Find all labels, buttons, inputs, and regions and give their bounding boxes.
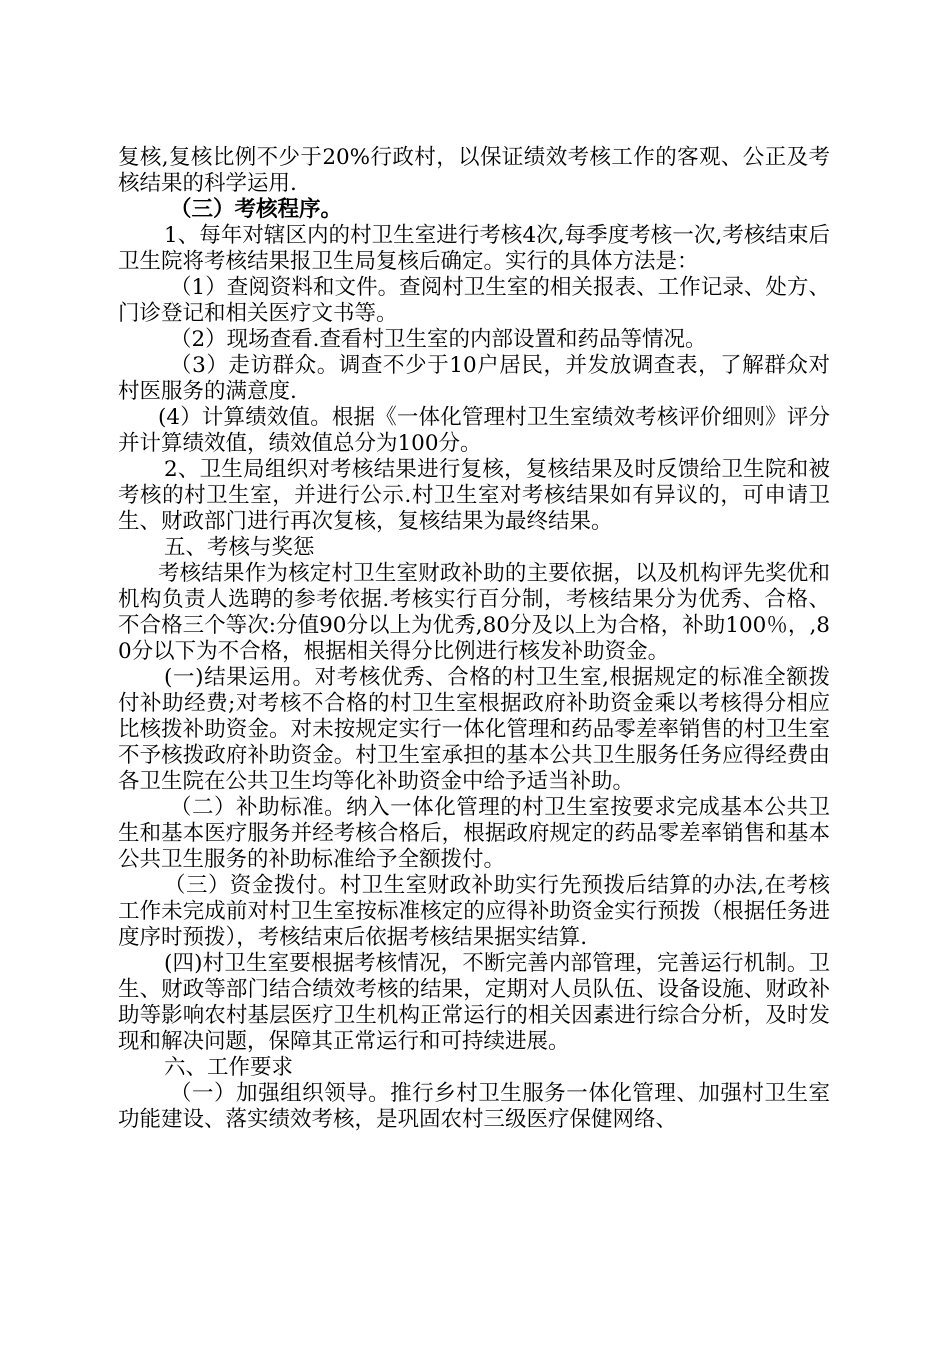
paragraph-procedure-1-3: （3）走访群众。调查不少于10户居民，并发放调查表，了解群众对村医服务的满意度. [118, 353, 830, 404]
paragraph-management-improvement: (四)村卫生室要根据考核情况，不断完善内部管理，完善运行机制。卫生、财政等部门结合绩效考核的结果，定期对人员队伍、设备设施、财政补助等影响农村基层医疗卫生机构正常运行的相关因素进行综合分析，及时发现和解决问题，保障其正常运行和可持续进展。 [118, 951, 830, 1054]
paragraph-procedure-1-2: （2）现场查看.查看村卫生室的内部设置和药品等情况。 [170, 327, 707, 352]
document-page [118, 145, 830, 1133]
paragraph-organization-leadership: （一）加强组织领导。推行乡村卫生服务一体化管理、加强村卫生室功能建设、落实绩效考核，是巩固农村三级医疗保健网络、 [118, 1081, 830, 1132]
paragraph-result-application: (一)结果运用。对考核优秀、合格的村卫生室,根据规定的标准全额拨付补助经费;对考核不合格的村卫生室根据政府补助资金乘以考核得分相应比核拨补助资金。对未按规定实行一体化管理和药品零差率销售的村卫生室不予核拨政府补助资金。村卫生室承担的基本公共卫生服务任务应得经费由各卫生院在公共卫生均等化补助资金中给予适当补助。 [118, 665, 830, 794]
section-heading-assessment-rewards: 五、考核与奖惩 [164, 535, 315, 560]
paragraph-procedure-2: 2、卫生局组织对考核结果进行复核，复核结果及时反馈给卫生院和被考核的村卫生室，并进行公示.村卫生室对考核结果如有异议的，可申请卫生、财政部门进行再次复核，复核结果为最终结果。 [118, 457, 830, 534]
paragraph-procedure-1-1: （1）查阅资料和文件。查阅村卫生室的相关报表、工作记录、处方、门诊登记和相关医疗文书等。 [118, 275, 830, 326]
paragraph-procedure-1-4: (4）计算绩效值。根据《一体化管理村卫生室绩效考核评价细则》评分并计算绩效值，绩效值总分为100分。 [118, 405, 830, 456]
paragraph-subsidy-standard: （二）补助标准。纳入一体化管理的村卫生室按要求完成基本公共卫生和基本医疗服务并经考核合格后，根据政府规定的药品零差率销售和基本公共卫生服务的补助标准给予全额拨付。 [118, 795, 830, 872]
paragraph-procedure-1: 1、每年对辖区内的村卫生室进行考核4次,每季度考核一次,考核结束后卫生院将考核结果报卫生局复核后确定。实行的具体方法是： [118, 223, 830, 274]
section-heading-work-requirements: 六、工作要求 [164, 1055, 294, 1080]
section-heading-assessment-procedure: （三）考核程序。 [170, 197, 343, 222]
paragraph-assessment-basis: 考核结果作为核定村卫生室财政补助的主要依据，以及机构评先奖优和机构负责人选聘的参考依据.考核实行百分制，考核结果分为优秀、合格、不合格三个等次:分值90分以上为优秀,80分及以上为合格，补助100％，,80分以下为不合格，根据相关得分比例进行核发补助资金。 [118, 561, 830, 664]
paragraph-fund-allocation: （三）资金拨付。村卫生室财政补助实行先预拨后结算的办法,在考核工作未完成前对村卫生室按标准核定的应得补助资金实行预拨（根据任务进度序时预拨），考核结束后依据考核结果据实结算. [118, 873, 830, 950]
paragraph-continuation: 复核,复核比例不少于20%行政村，以保证绩效考核工作的客观、公正及考核结果的科学运用. [118, 145, 830, 196]
